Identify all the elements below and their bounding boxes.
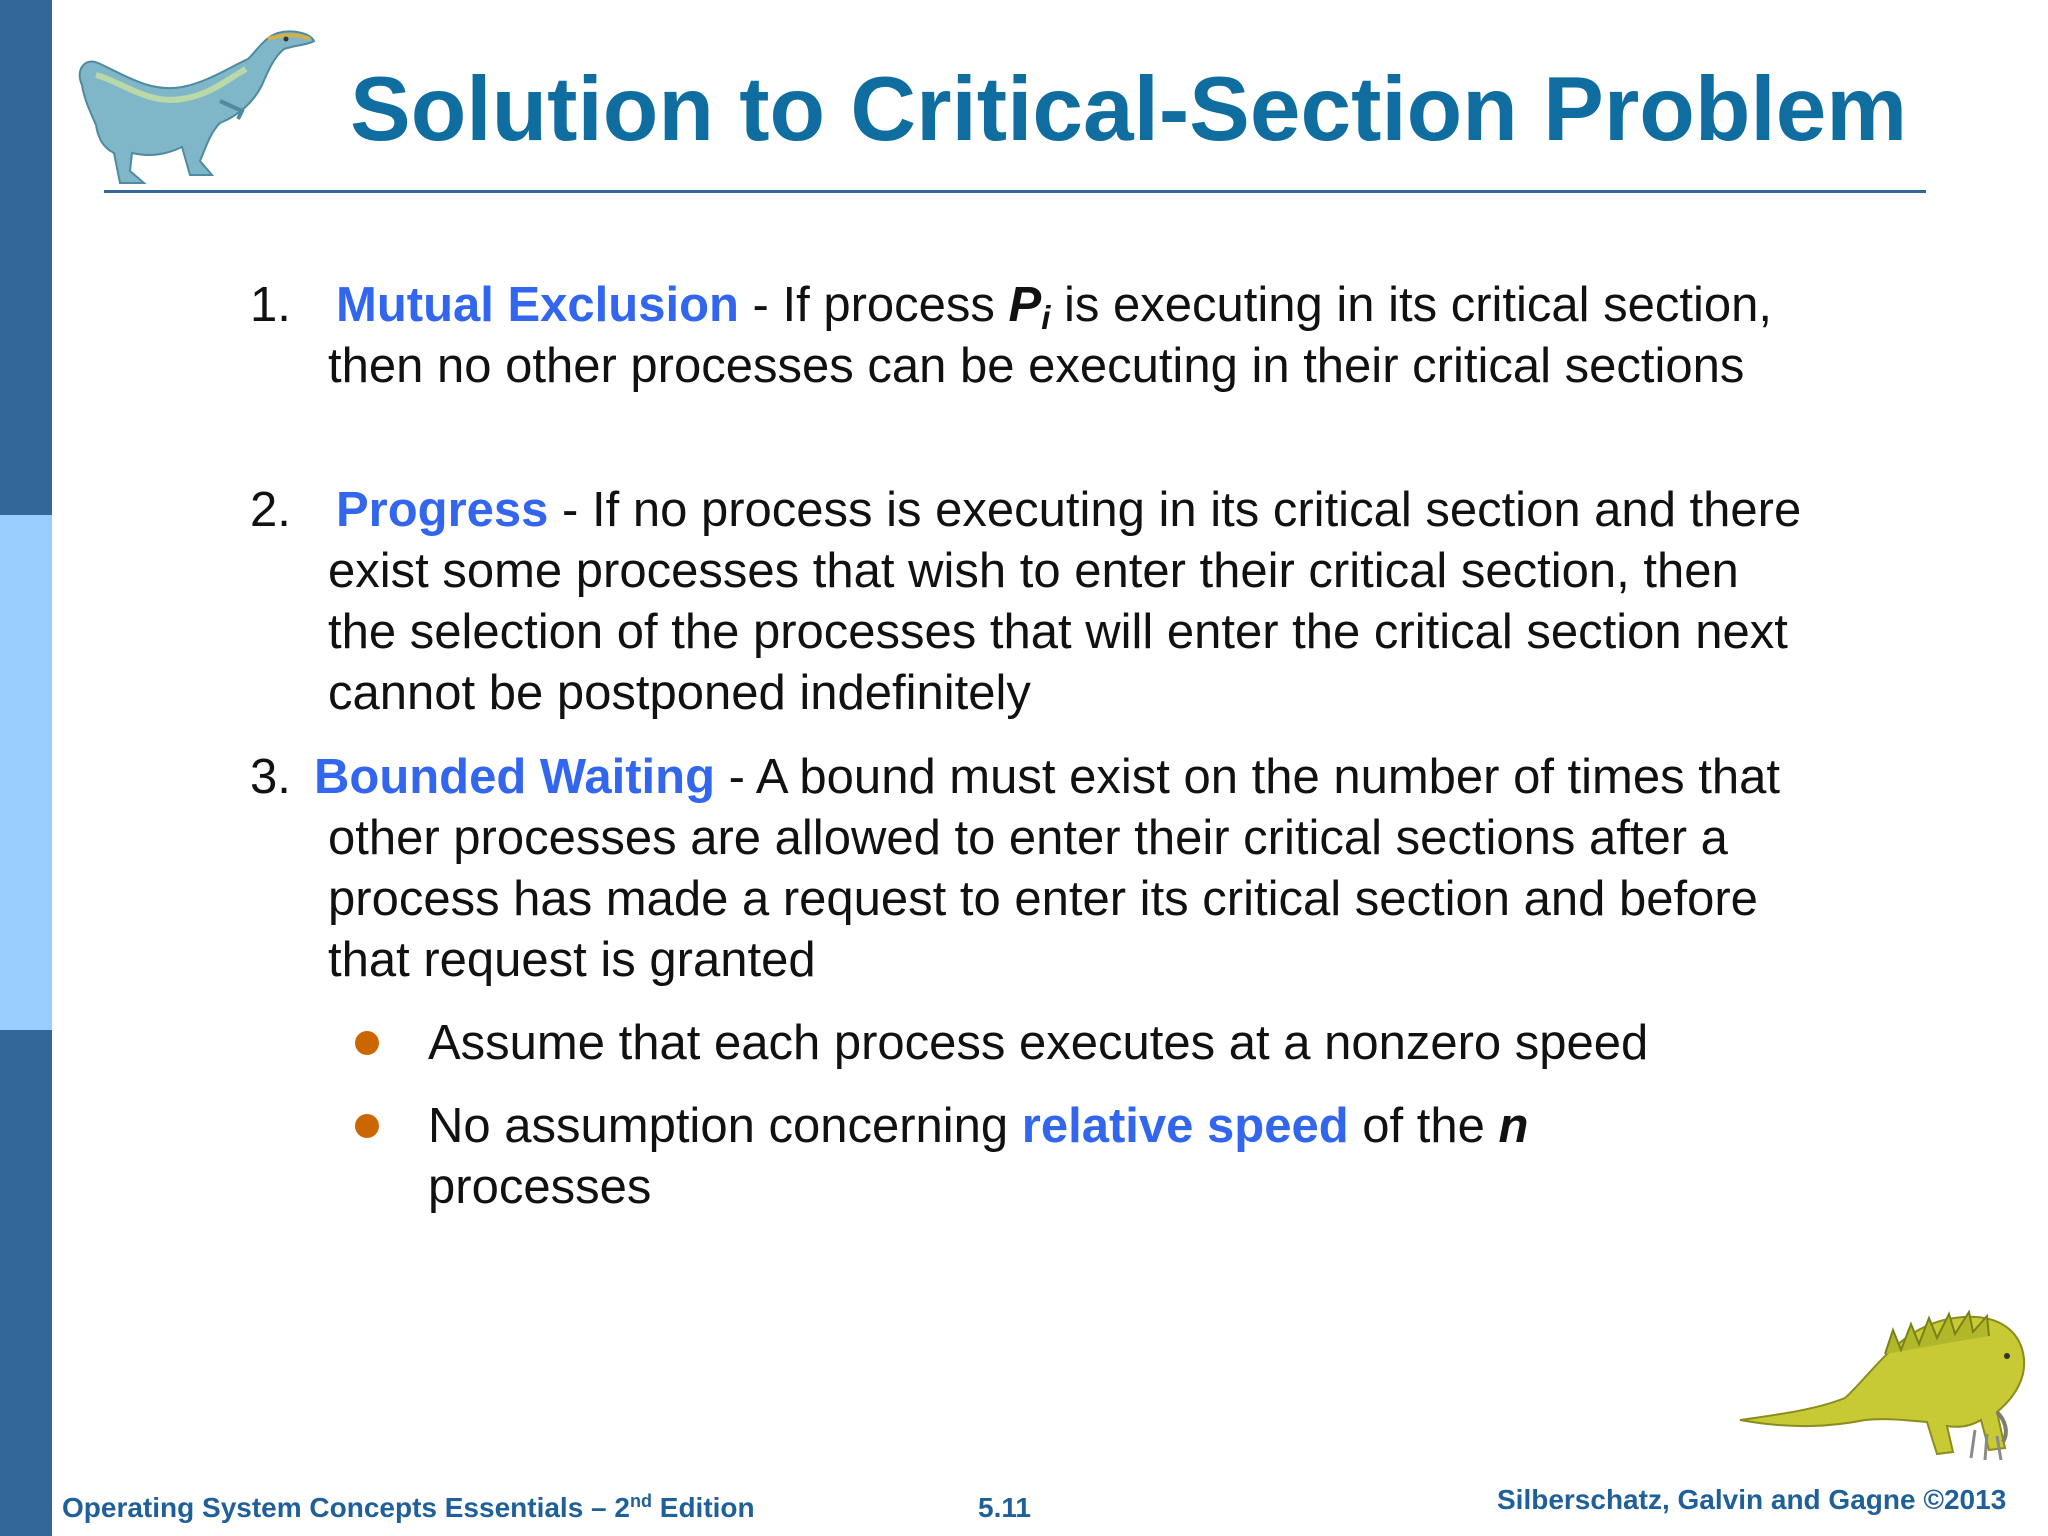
item-body [314,747,1810,991]
sidebar-segment-bottom [0,1030,52,1536]
bullet-dot-icon [355,1031,379,1055]
item-body [328,275,1810,397]
item-number: 3. [250,750,291,804]
list-item-bounded-waiting [250,747,1810,991]
slide-sidebar [0,0,52,1536]
sidebar-segment-top [0,0,52,515]
item-body [328,480,1810,724]
item-number: 2. [250,483,291,537]
title-divider [104,190,1926,193]
bullet-text: No assumption concerning relative speed of the n processes [428,1099,1529,1214]
item-term: Progress [336,483,549,537]
item-text: - A bound must exist on the number of times that other processes are allowed to enter their critical sections after a process has made a request to enter its critical section and before that request is granted [328,750,1780,987]
sidebar-segment-middle [0,515,52,1030]
bullet-dot-icon [355,1114,379,1138]
slide-title: Solution to Critical-Section Problem [350,59,1908,160]
dinosaur-mascot-icon [1735,1270,2035,1470]
item-term: Mutual Exclusion [336,278,739,332]
footer-authors: Silberschatz, Galvin and Gagne ©2013 [1497,1484,2007,1515]
bullet-term: relative speed [1021,1099,1349,1153]
bullet-text: Assume that each process executes at a nonzero speed [428,1016,1649,1070]
item-text-after-var: is executing in its critical section, then no other processes can be executing in their critical sections [328,278,1773,393]
item-number: 1. [250,278,291,332]
footer-book-title: Operating System Concepts Essentials – 2nd Edition [62,1491,755,1523]
item-text: - If no process is executing in its critical section and there exist some processes that wish to enter their critical section, then the selection of the processes that will enter the critical section next cannot be postponed indefinitely [328,483,1802,720]
dinosaur-logo-icon [70,15,320,195]
item-term: Bounded Waiting [314,750,715,804]
footer-page-number: 5.11 [978,1492,1031,1523]
list-item-mutual-exclusion [250,275,1810,397]
list-item-progress [250,480,1810,724]
item-text-before-var: - If process [738,278,1009,332]
bullet-item-relative-speed [355,1096,1755,1218]
bullet-item-nonzero-speed [355,1013,1755,1074]
process-variable: $P_i$ [1008,278,1051,336]
n-variable: n [1498,1099,1529,1153]
